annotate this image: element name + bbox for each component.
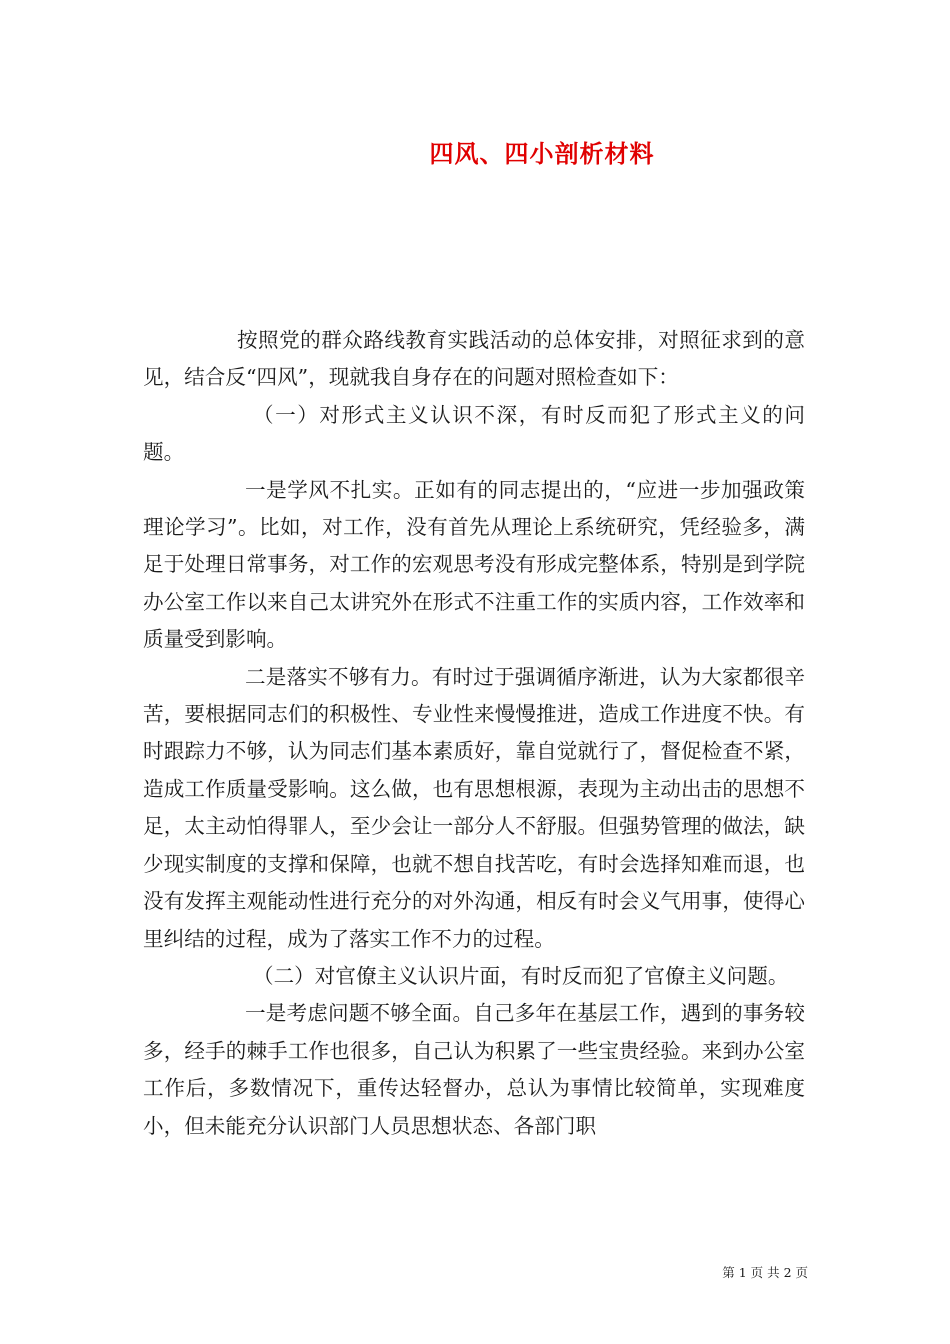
body-paragraph: 一是学风不扎实。正如有的同志提出的，“应进一步加强政策理论学习”。比如，对工作，没有首先从理论上系统研究，凭经验多，满足于处理日常事务，对工作的宏观思考没有形成完整体系，特别是到学院办公室工作以来自己太讲究外在形式不注重工作的实质内容，工作效率和质量受到影响。 [143, 477, 805, 652]
document-body [143, 322, 805, 1145]
section-heading-1: （一）对形式主义认识不深，有时反而犯了形式主义的问题。 [143, 402, 805, 465]
document-title: 四风、四小剖析材料 [429, 139, 655, 168]
section-heading-2: （二）对官僚主义认识片面，有时反而犯了官僚主义问题。 [253, 963, 789, 988]
body-paragraph: 二是落实不够有力。有时过于强调循序渐进，认为大家都很辛苦，要根据同志们的积极性、专业性来慢慢推进，造成工作进度不快。有时跟踪力不够，认为同志们基本素质好，靠自觉就行了，督促检查不紧，造成工作质量受影响。这么做，也有思想根源，表现为主动出击的思想不足，太主动怕得罪人，至少会让一部分人不舒服。但强势管理的做法，缺少现实制度的支撑和保障，也就不想自找苦吃，有时会选择知难而退，也没有发挥主观能动性进行充分的对外沟通，相反有时会义气用事，使得心里纠结的过程，成为了落实工作不力的过程。 [143, 664, 805, 951]
page-number-footer: 第 1 页 共 2 页 [722, 1265, 808, 1280]
intro-paragraph: 按照党的群众路线教育实践活动的总体安排，对照征求到的意见，结合反“四风”，现就我自身存在的问题对照检查如下： [143, 328, 805, 390]
body-paragraph: 一是考虑问题不够全面。自己多年在基层工作，遇到的事务较多，经手的棘手工作也很多，自己认为积累了一些宝贵经验。来到办公室工作后，多数情况下，重传达轻督办，总认为事情比较简单，实现难度小，但未能充分认识部门人员思想状态、各部门职 [143, 1001, 805, 1138]
